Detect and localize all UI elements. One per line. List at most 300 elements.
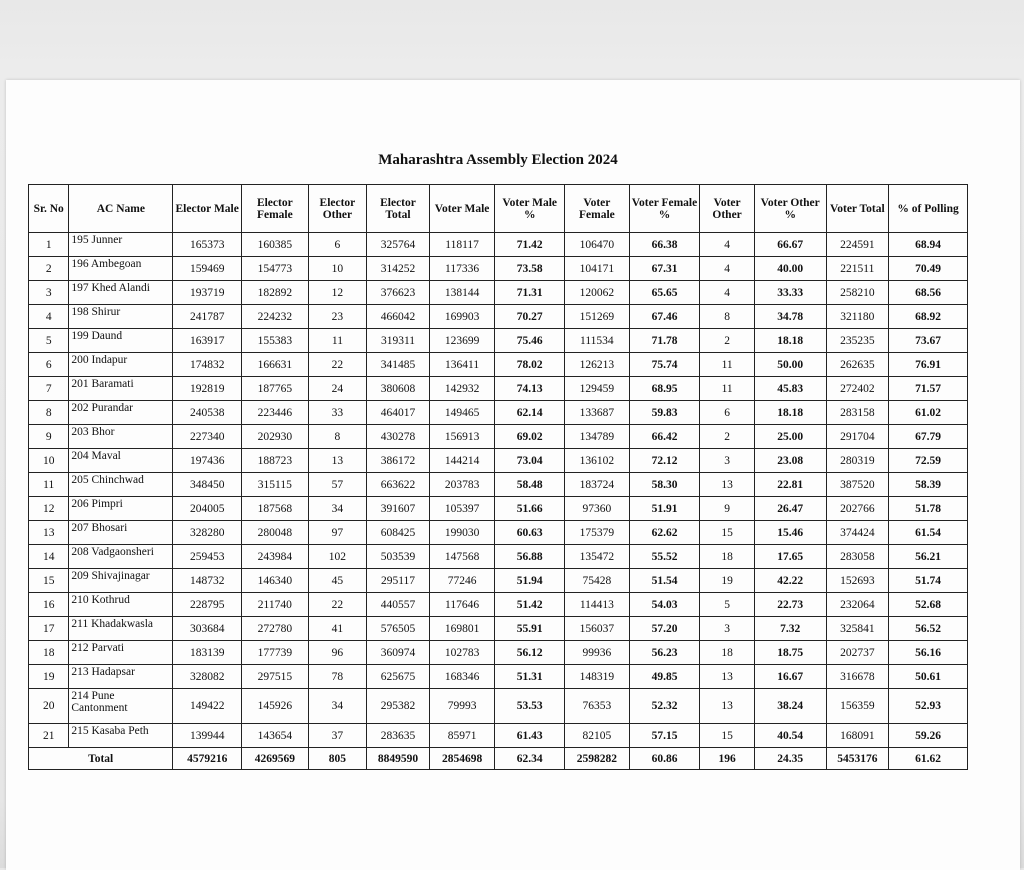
table-cell: 387520 [826, 473, 889, 497]
table-cell: 50.00 [754, 353, 826, 377]
table-row [29, 257, 968, 281]
table-cell: 96 [308, 641, 367, 665]
table-cell: 77246 [429, 569, 495, 593]
table-cell: 232064 [826, 593, 889, 617]
total-cell: 62.34 [495, 748, 565, 770]
sr-no-cell: 13 [29, 521, 69, 545]
sr-no-cell: 6 [29, 353, 69, 377]
column-header-ac-name: AC Name [69, 185, 173, 233]
table-cell: 97 [308, 521, 367, 545]
table-cell: 51.94 [495, 569, 565, 593]
ac-name-cell: 207 Bhosari [69, 521, 173, 545]
table-cell: 79993 [429, 689, 495, 724]
table-row [29, 329, 968, 353]
table-cell: 51.78 [889, 497, 968, 521]
table-cell: 75428 [565, 569, 630, 593]
table-cell: 136411 [429, 353, 495, 377]
sr-no-cell: 20 [29, 689, 69, 724]
table-cell: 240538 [173, 401, 242, 425]
column-header-voter-other-percent: Voter Other % [754, 185, 826, 233]
table-row [29, 233, 968, 257]
table-cell: 297515 [242, 665, 309, 689]
table-row [29, 353, 968, 377]
sr-no-cell: 9 [29, 425, 69, 449]
table-cell: 62.14 [495, 401, 565, 425]
table-row [29, 724, 968, 748]
table-cell: 160385 [242, 233, 309, 257]
table-cell: 76353 [565, 689, 630, 724]
table-cell: 18.75 [754, 641, 826, 665]
table-cell: 45 [308, 569, 367, 593]
table-cell: 316678 [826, 665, 889, 689]
sr-no-cell: 5 [29, 329, 69, 353]
table-cell: 3 [700, 449, 755, 473]
table-cell: 33.33 [754, 281, 826, 305]
table-row [29, 497, 968, 521]
table-cell: 151269 [565, 305, 630, 329]
column-header-elector-other: Elector Other [308, 185, 367, 233]
table-cell: 13 [700, 689, 755, 724]
table-cell: 52.93 [889, 689, 968, 724]
table-cell: 10 [308, 257, 367, 281]
table-cell: 283058 [826, 545, 889, 569]
table-cell: 71.31 [495, 281, 565, 305]
table-cell: 51.91 [629, 497, 700, 521]
ac-name-cell: 197 Khed Alandi [69, 281, 173, 305]
table-cell: 117336 [429, 257, 495, 281]
table-cell: 156359 [826, 689, 889, 724]
table-cell: 104171 [565, 257, 630, 281]
ac-name-cell: 198 Shirur [69, 305, 173, 329]
table-cell: 57.20 [629, 617, 700, 641]
table-cell: 5 [700, 593, 755, 617]
table-cell: 71.78 [629, 329, 700, 353]
table-cell: 56.23 [629, 641, 700, 665]
ac-name-cell: 209 Shivajinagar [69, 569, 173, 593]
table-cell: 197436 [173, 449, 242, 473]
table-cell: 56.16 [889, 641, 968, 665]
table-cell: 182892 [242, 281, 309, 305]
table-row [29, 617, 968, 641]
table-cell: 259453 [173, 545, 242, 569]
table-cell: 295117 [367, 569, 430, 593]
table-row [29, 665, 968, 689]
table-cell: 22 [308, 353, 367, 377]
table-cell: 314252 [367, 257, 430, 281]
column-header-elector-total: Elector Total [367, 185, 430, 233]
table-cell: 315115 [242, 473, 309, 497]
table-cell: 134789 [565, 425, 630, 449]
table-row [29, 593, 968, 617]
table-cell: 175379 [565, 521, 630, 545]
table-cell: 58.30 [629, 473, 700, 497]
table-row [29, 689, 968, 724]
table-cell: 177739 [242, 641, 309, 665]
table-cell: 202766 [826, 497, 889, 521]
table-cell: 440557 [367, 593, 430, 617]
table-cell: 391607 [367, 497, 430, 521]
table-cell: 136102 [565, 449, 630, 473]
table-cell: 374424 [826, 521, 889, 545]
table-cell: 102 [308, 545, 367, 569]
table-cell: 224591 [826, 233, 889, 257]
table-cell: 34.78 [754, 305, 826, 329]
table-cell: 328280 [173, 521, 242, 545]
table-cell: 126213 [565, 353, 630, 377]
table-cell: 120062 [565, 281, 630, 305]
table-cell: 72.59 [889, 449, 968, 473]
table-row [29, 449, 968, 473]
sr-no-cell: 7 [29, 377, 69, 401]
table-cell: 18.18 [754, 329, 826, 353]
table-cell: 258210 [826, 281, 889, 305]
table-cell: 319311 [367, 329, 430, 353]
table-cell: 341485 [367, 353, 430, 377]
table-cell: 4 [700, 233, 755, 257]
table-cell: 17.65 [754, 545, 826, 569]
sr-no-cell: 21 [29, 724, 69, 748]
table-cell: 8 [308, 425, 367, 449]
table-cell: 291704 [826, 425, 889, 449]
table-cell: 152693 [826, 569, 889, 593]
table-row [29, 305, 968, 329]
table-cell: 503539 [367, 545, 430, 569]
table-cell: 51.66 [495, 497, 565, 521]
table-row [29, 545, 968, 569]
table-cell: 133687 [565, 401, 630, 425]
table-cell: 144214 [429, 449, 495, 473]
table-cell: 68.56 [889, 281, 968, 305]
table-cell: 57 [308, 473, 367, 497]
table-cell: 328082 [173, 665, 242, 689]
table-cell: 163917 [173, 329, 242, 353]
table-cell: 33 [308, 401, 367, 425]
column-header-sr-no: Sr. No [29, 185, 69, 233]
table-row [29, 521, 968, 545]
table-cell: 169903 [429, 305, 495, 329]
table-cell: 40.54 [754, 724, 826, 748]
table-cell: 61.43 [495, 724, 565, 748]
table-cell: 2 [700, 425, 755, 449]
table-cell: 149422 [173, 689, 242, 724]
column-header-voter-other: Voter Other [700, 185, 755, 233]
table-cell: 41 [308, 617, 367, 641]
table-cell: 6 [700, 401, 755, 425]
table-cell: 8 [700, 305, 755, 329]
sr-no-cell: 2 [29, 257, 69, 281]
table-cell: 11 [700, 377, 755, 401]
table-cell: 58.39 [889, 473, 968, 497]
total-cell: 196 [700, 748, 755, 770]
table-cell: 105397 [429, 497, 495, 521]
table-cell: 280048 [242, 521, 309, 545]
table-cell: 23 [308, 305, 367, 329]
table-cell: 156913 [429, 425, 495, 449]
table-cell: 67.46 [629, 305, 700, 329]
table-cell: 78.02 [495, 353, 565, 377]
total-cell: 2598282 [565, 748, 630, 770]
table-row [29, 281, 968, 305]
table-cell: 97360 [565, 497, 630, 521]
table-cell: 166631 [242, 353, 309, 377]
table-cell: 13 [700, 665, 755, 689]
column-header-voter-total: Voter Total [826, 185, 889, 233]
table-cell: 360974 [367, 641, 430, 665]
table-row [29, 569, 968, 593]
table-body [29, 233, 968, 748]
table-row [29, 377, 968, 401]
column-header-voter-female: Voter Female [565, 185, 630, 233]
column-header-voter-male: Voter Male [429, 185, 495, 233]
table-cell: 192819 [173, 377, 242, 401]
ac-name-cell: 205 Chinchwad [69, 473, 173, 497]
table-cell: 69.02 [495, 425, 565, 449]
table-cell: 70.49 [889, 257, 968, 281]
table-cell: 272402 [826, 377, 889, 401]
sr-no-cell: 16 [29, 593, 69, 617]
table-cell: 9 [700, 497, 755, 521]
table-cell: 243984 [242, 545, 309, 569]
table-cell: 59.83 [629, 401, 700, 425]
total-cell: 4269569 [242, 748, 309, 770]
table-cell: 3 [700, 617, 755, 641]
table-cell: 7.32 [754, 617, 826, 641]
election-results-table [28, 184, 968, 770]
table-cell: 22.73 [754, 593, 826, 617]
table-cell: 154773 [242, 257, 309, 281]
table-cell: 348450 [173, 473, 242, 497]
table-cell: 188723 [242, 449, 309, 473]
sr-no-cell: 15 [29, 569, 69, 593]
table-cell: 56.12 [495, 641, 565, 665]
table-cell: 386172 [367, 449, 430, 473]
table-row [29, 401, 968, 425]
ac-name-cell: 210 Kothrud [69, 593, 173, 617]
ac-name-cell: 200 Indapur [69, 353, 173, 377]
sr-no-cell: 17 [29, 617, 69, 641]
table-cell: 464017 [367, 401, 430, 425]
table-row [29, 641, 968, 665]
table-cell: 325841 [826, 617, 889, 641]
table-cell: 66.38 [629, 233, 700, 257]
table-cell: 16.67 [754, 665, 826, 689]
document-title: Maharashtra Assembly Election 2024 [378, 152, 618, 168]
table-cell: 15 [700, 521, 755, 545]
table-header-row [29, 185, 968, 233]
total-cell: 5453176 [826, 748, 889, 770]
table-cell: 26.47 [754, 497, 826, 521]
table-cell: 430278 [367, 425, 430, 449]
table-cell: 75.74 [629, 353, 700, 377]
total-label: Total [29, 748, 173, 770]
sr-no-cell: 12 [29, 497, 69, 521]
table-cell: 65.65 [629, 281, 700, 305]
table-cell: 111534 [565, 329, 630, 353]
table-cell: 18 [700, 545, 755, 569]
table-cell: 99936 [565, 641, 630, 665]
table-cell: 55.91 [495, 617, 565, 641]
ac-name-cell: 211 Khadakwasla [69, 617, 173, 641]
table-cell: 51.54 [629, 569, 700, 593]
column-header-elector-male: Elector Male [173, 185, 242, 233]
ac-name-cell: 196 Ambegoan [69, 257, 173, 281]
table-cell: 54.03 [629, 593, 700, 617]
table-cell: 174832 [173, 353, 242, 377]
table-cell: 15.46 [754, 521, 826, 545]
table-cell: 283635 [367, 724, 430, 748]
table-cell: 71.57 [889, 377, 968, 401]
table-cell: 56.52 [889, 617, 968, 641]
table-cell: 663622 [367, 473, 430, 497]
table-cell: 58.48 [495, 473, 565, 497]
table-cell: 37 [308, 724, 367, 748]
table-cell: 34 [308, 689, 367, 724]
table-cell: 223446 [242, 401, 309, 425]
table-cell: 576505 [367, 617, 430, 641]
table-cell: 68.92 [889, 305, 968, 329]
total-cell: 24.35 [754, 748, 826, 770]
table-cell: 224232 [242, 305, 309, 329]
sr-no-cell: 19 [29, 665, 69, 689]
table-cell: 193719 [173, 281, 242, 305]
column-header-elector-female: Elector Female [242, 185, 309, 233]
table-cell: 149465 [429, 401, 495, 425]
table-cell: 146340 [242, 569, 309, 593]
ac-name-cell: 213 Hadapsar [69, 665, 173, 689]
table-cell: 283158 [826, 401, 889, 425]
table-cell: 24 [308, 377, 367, 401]
table-cell: 61.02 [889, 401, 968, 425]
table-cell: 187765 [242, 377, 309, 401]
table-row [29, 473, 968, 497]
table-cell: 145926 [242, 689, 309, 724]
table-cell: 102783 [429, 641, 495, 665]
table-row [29, 425, 968, 449]
table-cell: 143654 [242, 724, 309, 748]
table-cell: 204005 [173, 497, 242, 521]
table-cell: 22 [308, 593, 367, 617]
table-cell: 272780 [242, 617, 309, 641]
table-cell: 129459 [565, 377, 630, 401]
table-cell: 203783 [429, 473, 495, 497]
table-cell: 19 [700, 569, 755, 593]
ac-name-cell: 204 Maval [69, 449, 173, 473]
table-cell: 12 [308, 281, 367, 305]
sr-no-cell: 1 [29, 233, 69, 257]
table-cell: 42.22 [754, 569, 826, 593]
table-cell: 199030 [429, 521, 495, 545]
table-cell: 114413 [565, 593, 630, 617]
table-cell: 38.24 [754, 689, 826, 724]
table-cell: 15 [700, 724, 755, 748]
total-cell: 61.62 [889, 748, 968, 770]
table-cell: 142932 [429, 377, 495, 401]
table-cell: 13 [700, 473, 755, 497]
table-cell: 73.04 [495, 449, 565, 473]
sr-no-cell: 18 [29, 641, 69, 665]
table-cell: 57.15 [629, 724, 700, 748]
table-cell: 148732 [173, 569, 242, 593]
ac-name-cell: 212 Parvati [69, 641, 173, 665]
table-cell: 76.91 [889, 353, 968, 377]
table-cell: 73.58 [495, 257, 565, 281]
table-cell: 228795 [173, 593, 242, 617]
table-cell: 56.21 [889, 545, 968, 569]
sr-no-cell: 8 [29, 401, 69, 425]
table-cell: 45.83 [754, 377, 826, 401]
table-cell: 325764 [367, 233, 430, 257]
ac-name-cell: 195 Junner [69, 233, 173, 257]
table-cell: 135472 [565, 545, 630, 569]
table-cell: 82105 [565, 724, 630, 748]
table-cell: 625675 [367, 665, 430, 689]
table-cell: 62.62 [629, 521, 700, 545]
sr-no-cell: 4 [29, 305, 69, 329]
table-cell: 25.00 [754, 425, 826, 449]
table-cell: 202737 [826, 641, 889, 665]
sr-no-cell: 14 [29, 545, 69, 569]
table-cell: 71.42 [495, 233, 565, 257]
ac-name-cell: 215 Kasaba Peth [69, 724, 173, 748]
table-cell: 2 [700, 329, 755, 353]
table-cell: 155383 [242, 329, 309, 353]
table-cell: 70.27 [495, 305, 565, 329]
table-cell: 211740 [242, 593, 309, 617]
table-cell: 202930 [242, 425, 309, 449]
total-cell: 2854698 [429, 748, 495, 770]
table-cell: 608425 [367, 521, 430, 545]
table-cell: 68.95 [629, 377, 700, 401]
table-cell: 49.85 [629, 665, 700, 689]
table-cell: 60.63 [495, 521, 565, 545]
table-cell: 376623 [367, 281, 430, 305]
table-cell: 380608 [367, 377, 430, 401]
table-cell: 168091 [826, 724, 889, 748]
table-cell: 68.94 [889, 233, 968, 257]
table-cell: 50.61 [889, 665, 968, 689]
table-cell: 51.31 [495, 665, 565, 689]
table-cell: 148319 [565, 665, 630, 689]
ac-name-cell: 201 Baramati [69, 377, 173, 401]
table-cell: 18 [700, 641, 755, 665]
ac-name-cell: 214 Pune Cantonment [69, 689, 173, 724]
table-cell: 61.54 [889, 521, 968, 545]
table-cell: 156037 [565, 617, 630, 641]
ac-name-cell: 199 Daund [69, 329, 173, 353]
table-cell: 85971 [429, 724, 495, 748]
column-header-polling-percent: % of Polling [889, 185, 968, 233]
table-cell: 183139 [173, 641, 242, 665]
table-cell: 51.74 [889, 569, 968, 593]
table-cell: 53.53 [495, 689, 565, 724]
total-cell: 4579216 [173, 748, 242, 770]
table-cell: 466042 [367, 305, 430, 329]
table-cell: 40.00 [754, 257, 826, 281]
table-cell: 34 [308, 497, 367, 521]
table-cell: 303684 [173, 617, 242, 641]
table-cell: 55.52 [629, 545, 700, 569]
table-cell: 139944 [173, 724, 242, 748]
table-cell: 4 [700, 281, 755, 305]
table-cell: 6 [308, 233, 367, 257]
ac-name-cell: 202 Purandar [69, 401, 173, 425]
table-cell: 117646 [429, 593, 495, 617]
sr-no-cell: 10 [29, 449, 69, 473]
column-header-voter-male-percent: Voter Male % [495, 185, 565, 233]
table-cell: 4 [700, 257, 755, 281]
sr-no-cell: 11 [29, 473, 69, 497]
table-cell: 280319 [826, 449, 889, 473]
